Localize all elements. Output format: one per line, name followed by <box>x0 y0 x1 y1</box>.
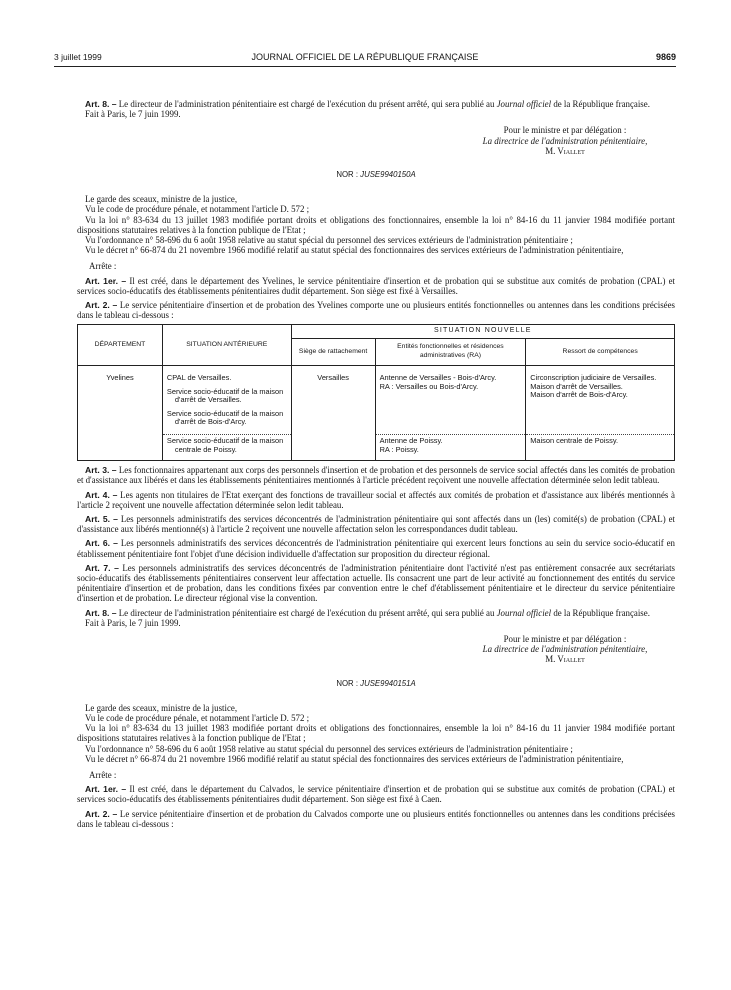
decree2-arrete: Arrête : <box>89 770 117 781</box>
top-signature <box>455 125 675 156</box>
decree1-visa-5: Vu le décret n° 66-874 du 21 novembre 1966 modifié relatif au statut spécial des fonctionnaires des services extérieurs de l'administration pénitentiaire, <box>85 245 624 256</box>
cell-ant-group2: Service socio-éducatif de la maison centrale de Poissy. <box>162 435 291 461</box>
cell-ress-group1: Circonscription judiciaire de Versailles. Maison d'arrêt de Versailles. Maison d'arrêt de Bois-d'Arcy. <box>526 366 675 435</box>
decree1-visa-3: Vu la loi n° 83-634 du 13 juillet 1983 modifiée portant droits et obligations des fonctionnaires, ensemble la loi n° 84-16 du 11 janvier 1984 modifiée portant dispositions statutaires relatives à la fonction publique de l'Etat ; <box>77 214 675 235</box>
decree1-article-2: Art. 2. – Le service pénitentiaire d'insertion et de probation des Yvelines comporte une ou plusieurs entités fonctionnelles ou antennes dans les conditions précisées dans le tableau ci-dessous : <box>77 300 675 321</box>
th-situation-anterieure: SITUATION ANTÉRIEURE <box>162 325 291 366</box>
page-body <box>77 99 675 829</box>
decree1-fait: Fait à Paris, le 7 juin 1999. <box>85 617 181 628</box>
decree2-article-2: Art. 2. – Le service pénitentiaire d'insertion et de probation du Calvados comporte une ou plusieurs entités fonctionnelles ou antennes dans les conditions précisées dans le tableau ci-dessous : <box>77 808 675 829</box>
decree1-visa-4: Vu l'ordonnance n° 58-696 du 6 août 1958 relative au statut spécial du personnel des services extérieurs de l'administration pénitentiaire ; <box>85 235 573 246</box>
decree1-article-5: Art. 5. – Les personnels administratifs des services déconcentrés de l'administration pénitentiaire qui sont affectés dans un (les) comité(s) de probation (CPAL) et d'assistance aux libérés mentionné(s) à l'article 2 reçoivent une nouvelle affectation selon les correspondances dudit tableau. <box>77 514 675 535</box>
decree1-signature-name: M. Viallet <box>545 654 585 665</box>
header-title: JOURNAL OFFICIEL DE LA RÉPUBLIQUE FRANÇAISE <box>251 52 479 62</box>
decree1-visa-1: Le garde des sceaux, ministre de la justice, <box>85 194 238 205</box>
top-article-8: Art. 8. – Le directeur de l'administration pénitentiaire est chargé de l'exécution du présent arrêté, qui sera publié au Journal officiel de la République française. <box>85 99 650 109</box>
top-signature-line2: La directrice de l'administration pénitentiaire, <box>482 135 648 146</box>
cell-ress-group2: Maison centrale de Poissy. <box>526 435 675 461</box>
header-rule <box>54 66 676 67</box>
decree1-article-3: Art. 3. – Les fonctionnaires appartenant aux corps des personnels d'insertion et de probation et des personnels de service social affectés dans les comités de probation et d'assistance aux libérés et dans les établissements pénitentiaires mentionnés à l'article précédent reçoivent une nouvelle affectation déterminée selon ledit tableau. <box>77 465 675 486</box>
decree1-signature <box>455 634 675 665</box>
decree1-arrete: Arrête : <box>89 261 117 272</box>
decree2-visa-5: Vu le décret n° 66-874 du 21 novembre 1966 modifié relatif au statut spécial des fonctionnaires des services extérieurs de l'administration pénitentiaire, <box>85 753 624 764</box>
decree1-article-6: Art. 6. – Les personnels administratifs des services déconcentrés de l'administration pénitentiaire qui exercent leurs fonctions au sein du service socio-éducatif en établissement pénitentiaire font l'objet d'une décision individuelle d'affectation sur proposition du directeur régional. <box>77 538 675 559</box>
affectation-table <box>77 324 675 461</box>
decree1-nor: NOR : JUSE9940150A <box>336 170 416 180</box>
th-departement: DÉPARTEMENT <box>78 325 163 366</box>
decree2-visa-3: Vu la loi n° 83-634 du 13 juillet 1983 modifiée portant droits et obligations des fonctionnaires, ensemble la loi n° 84-16 du 11 janvier 1984 modifiée portant dispositions statutaires relatives à la fonction publique de l'Etat ; <box>77 723 675 744</box>
th-entites: Entités fonctionnelles et résidences administratives (RA) <box>375 339 526 366</box>
decree1-article-7: Art. 7. – Les personnels administratifs des services déconcentrés de l'administration pénitentiaire dont l'activité n'est pas entièrement consacrée aux secrétariats socio-éducatifs des établissements pénitentiaires conservent leur affectation actuelle. Ils consacrent une part de leur activité au fonctionnement des entités du service pénitentiaire d'insertion et de probation, dans les conditions fixées par convention entre le chef d'établissement pénitentiaire et le directeur du service pénitentiaire d'insertion et de probation. Le directeur régional vise la convention. <box>77 562 675 604</box>
decree1-visa-2: Vu le code de procédure pénale, et notamment l'article D. 572 ; <box>85 204 310 215</box>
th-siege: Siège de rattachement <box>291 339 375 366</box>
top-signature-name: M. Viallet <box>545 145 585 156</box>
top-signature-line1: Pour le ministre et par délégation : <box>503 125 627 136</box>
header-date: 3 juillet 1999 <box>54 52 102 62</box>
decree1-article-1: Art. 1er. – Il est créé, dans le département des Yvelines, le service pénitentiaire d'insertion et de probation qui se substitue aux comités de probation (CPAL) et services socio-éducatifs des établissements pénitentiaires dudit département. Son siège est fixé à Versailles. <box>77 275 675 296</box>
cell-dept: Yvelines <box>78 366 163 461</box>
decree2-visa-4: Vu l'ordonnance n° 58-696 du 6 août 1958 relative au statut spécial du personnel des services extérieurs de l'administration pénitentiaire ; <box>85 743 573 754</box>
cell-ent-group2: Antenne de Poissy. RA : Poissy. <box>375 435 526 461</box>
decree1-signature-line2: La directrice de l'administration pénitentiaire, <box>482 644 648 655</box>
decree1-article-4: Art. 4. – Les agents non titulaires de l'Etat exerçant des fonctions de travailleur social et affectés aux comités de probation et d'assistance aux libérés mentionnés à l'article 2 reçoivent une nouvelle affectation déterminée selon ledit tableau. <box>77 489 675 510</box>
page-header <box>54 52 676 64</box>
th-ressort: Ressort de compétences <box>526 339 675 366</box>
header-page-number: 9869 <box>655 52 676 62</box>
cell-ent-group1: Antenne de Versailles - Bois-d'Arcy. RA : Versailles ou Bois-d'Arcy. <box>375 366 526 435</box>
cell-ant-group1: CPAL de Versailles. Service socio-éducatif de la maison d'arrêt de Versailles. Service socio-éducatif de la maison d'arrêt de Bois-d'Arcy. <box>162 366 291 435</box>
cell-siege: Versailles <box>291 366 375 461</box>
decree1-signature-line1: Pour le ministre et par délégation : <box>503 634 627 645</box>
decree2-visa-2: Vu le code de procédure pénale, et notamment l'article D. 572 ; <box>85 713 310 724</box>
top-fait: Fait à Paris, le 7 juin 1999. <box>85 109 181 120</box>
decree1-article-8: Art. 8. – Le directeur de l'administration pénitentiaire est chargé de l'exécution du présent arrêté, qui sera publié au Journal officiel de la République française. <box>85 607 650 618</box>
decree2-visa-1: Le garde des sceaux, ministre de la justice, <box>85 702 238 713</box>
th-situation-nouvelle: SITUATION NOUVELLE <box>291 325 674 339</box>
decree2-nor: NOR : JUSE9940151A <box>336 678 416 688</box>
decree2-article-1: Art. 1er. – Il est créé, dans le département du Calvados, le service pénitentiaire d'insertion et de probation qui se substitue aux comités de probation (CPAL) et services socio-éducatifs des établissements pénitentiaires dudit département. Son siège est fixé à Caen. <box>77 784 675 805</box>
